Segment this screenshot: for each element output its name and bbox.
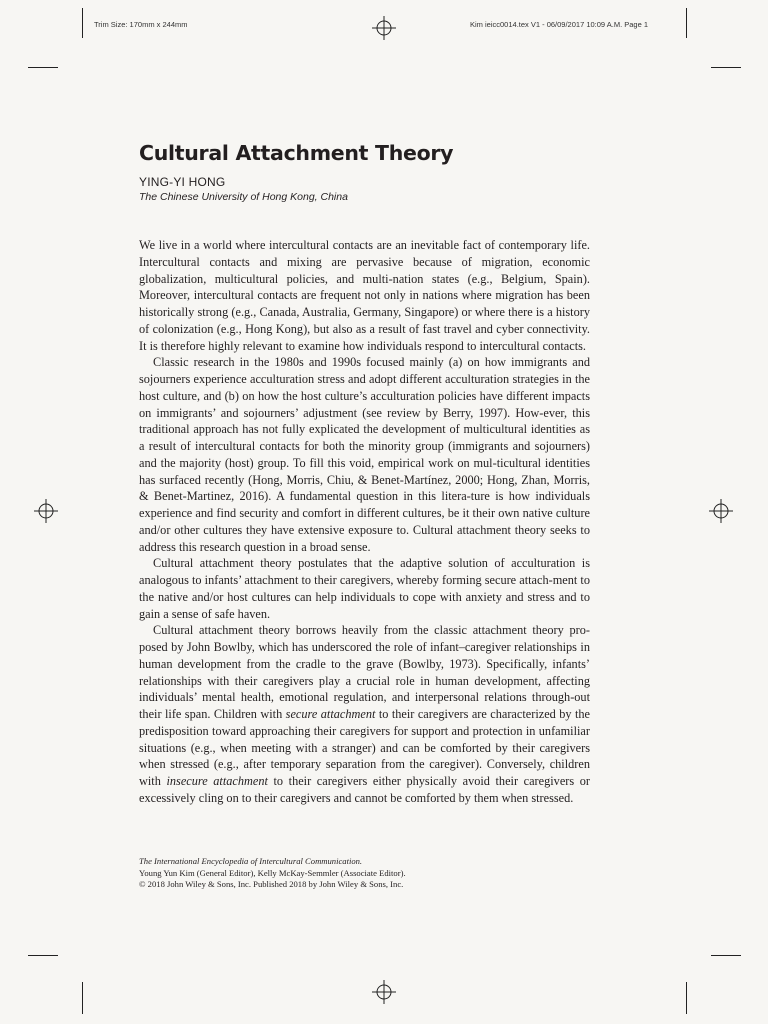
registration-mark-icon	[372, 16, 396, 40]
author-name: YING-YI HONG	[139, 175, 226, 189]
crop-mark	[686, 982, 687, 1014]
registration-mark-icon	[34, 499, 58, 523]
paragraph-text: Cultural attachment theory borrows heavily from the classic attachment theory pro-posed by John Bowlby, which has underscored the role of infant–caregiver relationships in human development from the cradle to the grave (Bowlby, 1973). Specifically, infants’ relationships with their caregivers play a crucial role in human development, affecting individuals’ mental health, emotional regulation, and interpersonal relations through-out their life span. Children with	[139, 623, 590, 721]
article-body	[139, 237, 590, 807]
author-affiliation: The Chinese University of Hong Kong, China	[139, 191, 348, 203]
emphasis-term: secure attachment	[285, 707, 376, 721]
crop-mark	[711, 955, 741, 956]
paragraph-text: to their caregivers are characterized by the predisposition toward approaching their caregivers for support and protection in unfamiliar situations (e.g., when meeting with a stranger) and can be comforted by their caregivers when stressed (e.g., after temporary separation from the caregiver). Conversely, children with	[139, 707, 591, 788]
job-info-label: Kim ieicc0014.tex V1 - 06/09/2017 10:09 A.M. Page 1	[470, 20, 649, 29]
registration-mark-icon	[709, 499, 733, 523]
encyclopedia-title: The International Encyclopedia of Intercultural Communication.	[139, 856, 363, 866]
paragraph-text: to their caregivers either physically avoid their caregivers or excessively cling on to their caregivers and cannot be comforted by them when stressed.	[139, 774, 590, 805]
crop-mark	[28, 955, 58, 956]
article-title: Cultural Attachment Theory	[139, 141, 454, 165]
crop-mark	[82, 982, 83, 1014]
citation-footer	[139, 856, 590, 891]
crop-mark	[28, 67, 58, 68]
crop-mark	[686, 8, 687, 38]
emphasis-term: insecure attachment	[166, 774, 268, 788]
paragraph	[139, 622, 590, 806]
crop-mark	[82, 8, 83, 38]
crop-mark	[711, 67, 741, 68]
paragraph: Classic research in the 1980s and 1990s focused mainly (a) on how immigrants and sojourners experience acculturation stress and adopt different acculturation strategies in the host culture, and (b) on how the host culture’s acculturation policies have different impacts on immigrants’ and sojourners’ adjustment (see review by Berry, 1997). How-ever, this traditional approach has not fully explicated the development of multicultural identities as a result of intercultural contacts for both the minority group (immigrants and sojourners) and the majority (host) group. To fill this void, empirical work on mul-ticultural identities has surfaced recently (Hong, Morris, Chiu, & Benet-Martínez, 2000; Hong, Zhan, Morris, & Benet-Martinez, 2016). A fundamental question in this litera-ture is how individuals experience and find security and comfort in different cultures, be it their own native culture and/or other cultures they have extensive exposure to. Cultural attachment theory seeks to address this research question in a broad sense.	[139, 355, 590, 554]
paragraph: We live in a world where intercultural contacts are an inevitable fact of contemporary life. Intercultural contacts and mixing are pervasive because of migration, economic globalization, multicultural policies, and multi-nation states (e.g., Belgium, Spain). Moreover, intercultural contacts are frequent not only in nations where migration has been historically strong (e.g., Canada, Australia, Germany, Singapore) or where there is a history of colonization (e.g., Hong Kong), but also as a result of fast travel and cyber connectivity. It is therefore highly relevant to examine how individuals respond to intercultural contacts.	[139, 238, 590, 353]
copyright-line: © 2018 John Wiley & Sons, Inc. Published 2018 by John Wiley & Sons, Inc.	[139, 879, 404, 890]
paragraph: Cultural attachment theory postulates that the adaptive solution of acculturation is analogous to infants’ attachment to their caregivers, whereby forming secure attach-ment to the native and/or host cultures can help individuals to cope with anxiety and stress and to gain a sense of safe haven.	[139, 556, 590, 621]
editors-line: Young Yun Kim (General Editor), Kelly McKay-Semmler (Associate Editor).	[139, 867, 406, 878]
trim-size-label: Trim Size: 170mm x 244mm	[94, 20, 188, 29]
registration-mark-icon	[372, 980, 396, 1004]
